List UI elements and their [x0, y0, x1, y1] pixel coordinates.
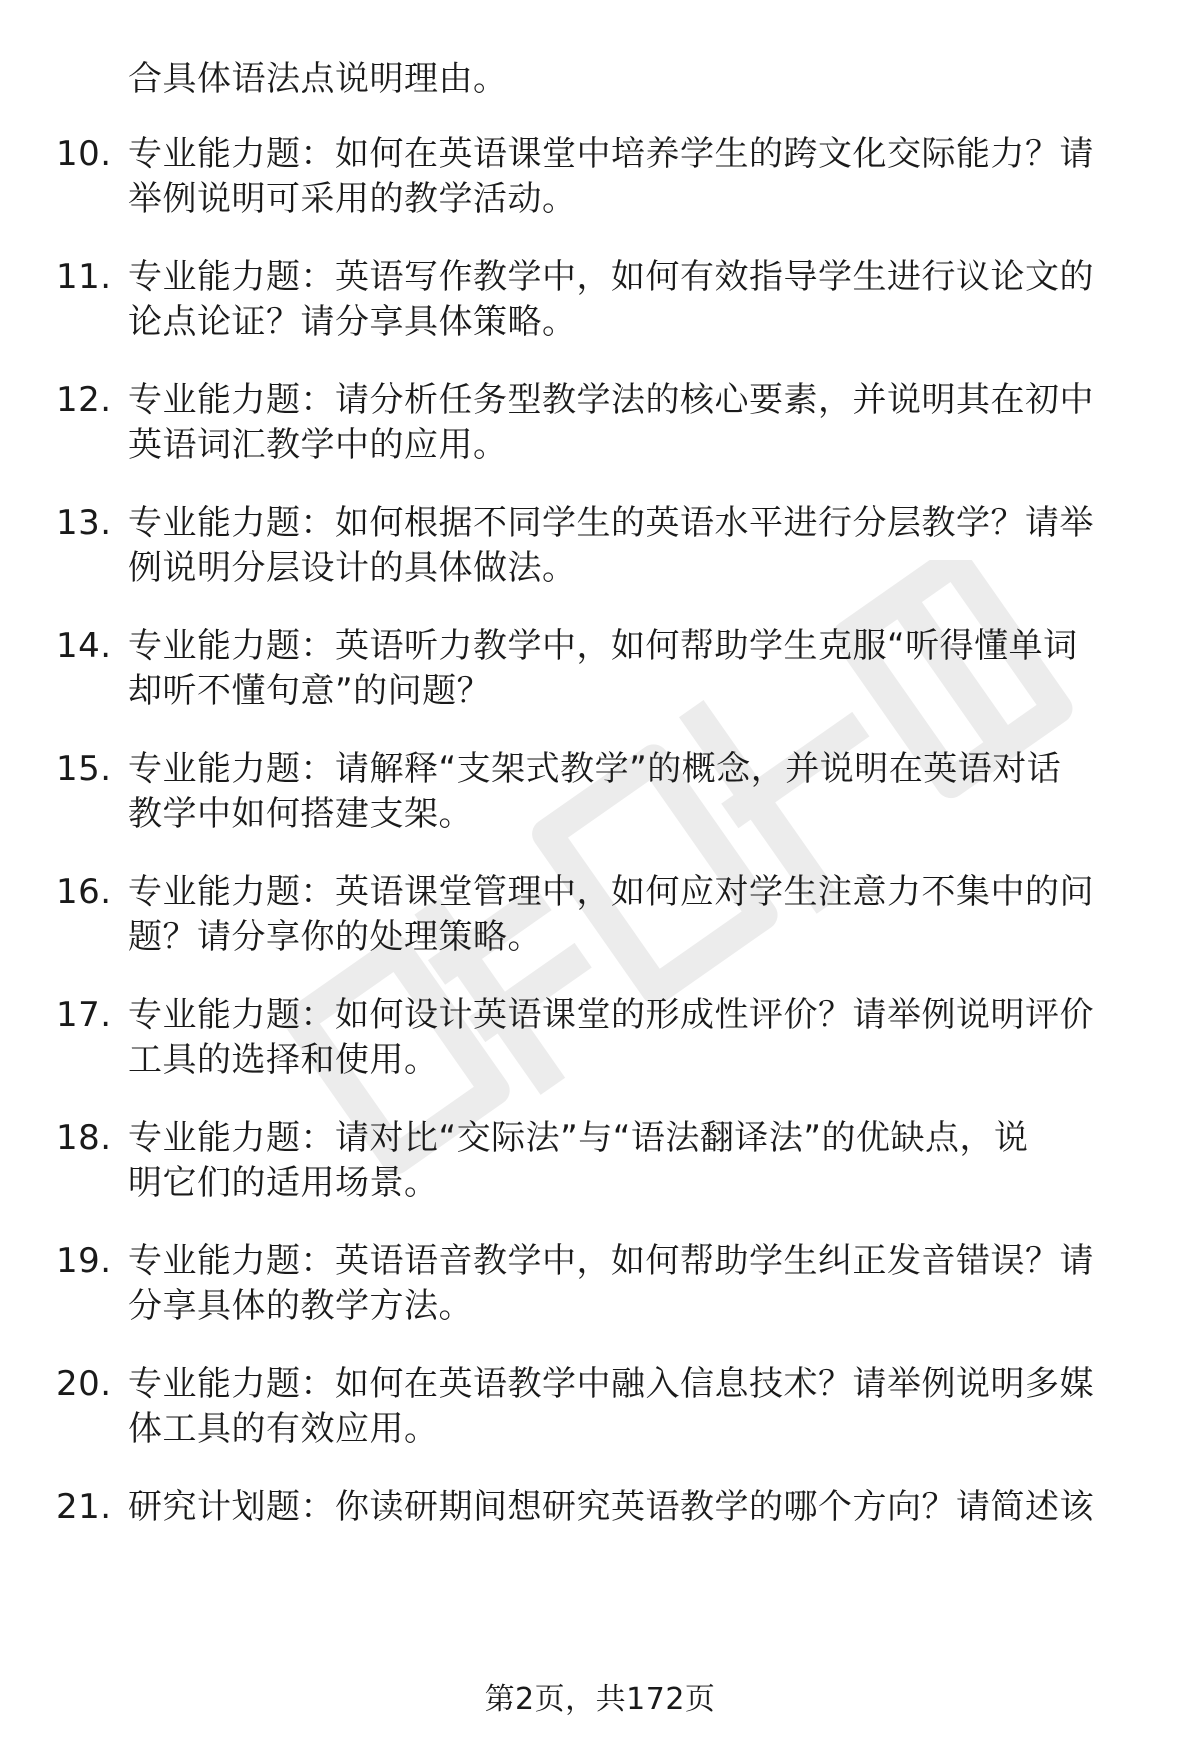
question-text-line-1: 研究计划题：你读研期间想研究英语教学的哪个方向？请简述该	[128, 1487, 1094, 1527]
question-number: 10.	[56, 134, 112, 174]
question-text-line-1: 专业能力题：英语听力教学中，如何帮助学生克服“听得懂单词	[128, 626, 1078, 666]
question-number: 12.	[56, 380, 112, 420]
question-text-line-2: 体工具的有效应用。	[128, 1409, 439, 1449]
question-text-line-1: 专业能力题：请对比“交际法”与“语法翻译法”的优缺点，说	[128, 1118, 1029, 1158]
question-number: 13.	[56, 503, 112, 543]
question-text-line-2: 举例说明可采用的教学活动。	[128, 179, 577, 219]
question-number: 14.	[56, 626, 112, 666]
question-number: 11.	[56, 257, 112, 297]
question-text-line-1: 专业能力题：如何根据不同学生的英语水平进行分层教学？请举	[128, 503, 1094, 543]
question-number: 18.	[56, 1118, 112, 1158]
question-text-line-2: 分享具体的教学方法。	[128, 1286, 473, 1326]
question-number: 20.	[56, 1364, 112, 1404]
question-text-line-1: 专业能力题：英语语音教学中，如何帮助学生纠正发音错误？请	[128, 1241, 1094, 1281]
continued-text-line: 合具体语法点说明理由。	[128, 59, 508, 99]
question-text-line-1: 专业能力题：请解释“支架式教学”的概念，并说明在英语对话	[128, 749, 1062, 789]
question-number: 15.	[56, 749, 112, 789]
question-text-line-2: 明它们的适用场景。	[128, 1163, 439, 1203]
question-number: 21.	[56, 1487, 112, 1527]
question-text-line-2: 工具的选择和使用。	[128, 1040, 439, 1080]
question-text-line-1: 专业能力题：如何设计英语课堂的形成性评价？请举例说明评价	[128, 995, 1094, 1035]
question-number: 16.	[56, 872, 112, 912]
question-text-line-2: 教学中如何搭建支架。	[128, 794, 473, 834]
question-number: 17.	[56, 995, 112, 1035]
question-text-line-1: 专业能力题：如何在英语课堂中培养学生的跨文化交际能力？请	[128, 134, 1094, 174]
question-text-line-2: 题？请分享你的处理策略。	[128, 917, 542, 957]
question-text-line-1: 专业能力题：请分析任务型教学法的核心要素，并说明其在初中	[128, 380, 1094, 420]
question-text-line-2: 英语词汇教学中的应用。	[128, 425, 508, 465]
question-text-line-1: 专业能力题：英语课堂管理中，如何应对学生注意力不集中的问	[128, 872, 1094, 912]
question-text-line-1: 专业能力题：英语写作教学中，如何有效指导学生进行议论文的	[128, 257, 1094, 297]
question-text-line-1: 专业能力题：如何在英语教学中融入信息技术？请举例说明多媒	[128, 1364, 1094, 1404]
question-text-line-2: 论点论证？请分享具体策略。	[128, 302, 577, 342]
question-text-line-2: 却听不懂句意”的问题？	[128, 671, 492, 711]
page-footer: 第2页，共172页	[484, 1682, 716, 1717]
question-number: 19.	[56, 1241, 112, 1281]
question-text-line-2: 例说明分层设计的具体做法。	[128, 548, 577, 588]
